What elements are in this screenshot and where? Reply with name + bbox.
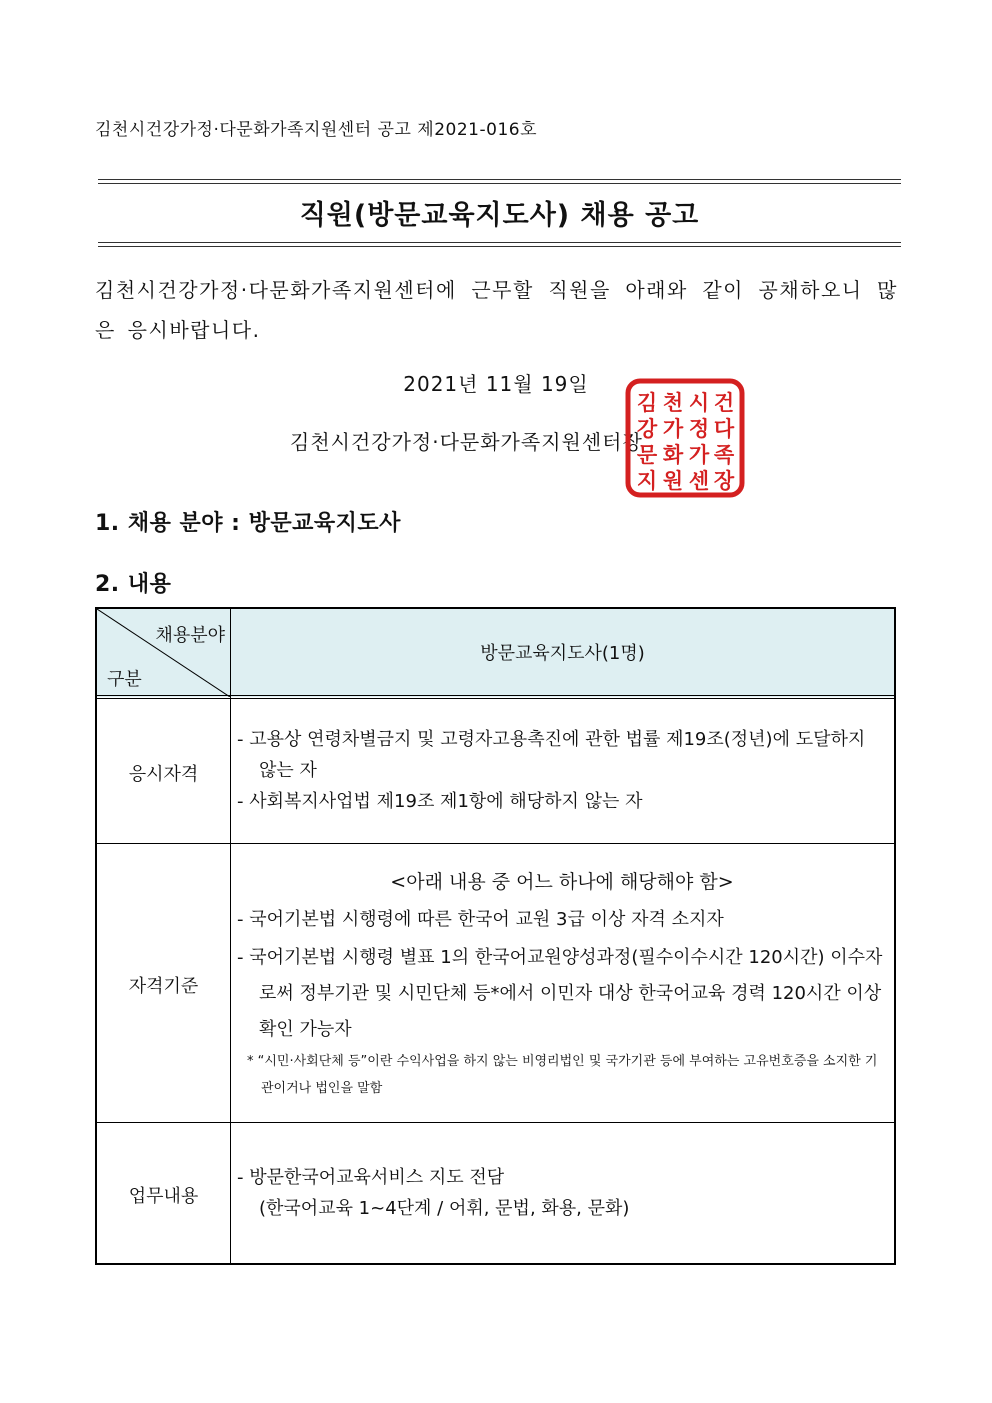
recruitment-table [95,607,896,1265]
notice-number: 김천시건강가정·다문화가족지원센터 공고 제2021-016호 [95,120,537,140]
svg-text:가: 가 [688,443,710,467]
qualification-subtitle: <아래 내용 중 어느 하나에 해당해야 함> [390,871,734,893]
title-rule-top-1 [98,179,901,180]
svg-text:김: 김 [636,391,658,415]
notice-date: 2021년 11월 19일 [403,372,589,396]
svg-text:시: 시 [688,391,710,415]
column-divider [230,609,231,1263]
svg-text:문: 문 [636,443,658,467]
row-content-eligibility [237,724,887,817]
footnote: * “시민·사회단체 등”이란 수익사업을 하지 않는 비영리법인 및 국가기관 등에 부여하는 고유번호증을 소지한 기관이거나 법인을 말함 [247,1054,878,1096]
row-label-qualification: 자격기준 [128,976,199,997]
list-item: - 고용상 연령차별금지 및 고령자고용촉진에 관한 법률 제19조(정년)에 도달하지 않는 자 [237,729,866,781]
svg-text:장: 장 [713,469,735,493]
svg-text:센: 센 [688,469,710,493]
svg-text:화: 화 [662,443,684,467]
list-item: (한국어교육 1~4단계 / 어휘, 문법, 화용, 문화) [259,1198,630,1219]
row-label-duties: 업무내용 [128,1186,199,1207]
row-content-qualification [237,867,887,1102]
page-title: 직원(방문교육지도사) 채용 공고 [299,200,700,231]
list-item: - 국어기본법 시행령 별표 1의 한국어교원양성과정(필수이수시간 120시간) 이수자로써 정부기관 및 시민단체 등*에서 이민자 대상 한국어교육 경력 120시간 이상 확인 가능자 [237,947,883,1040]
title-rule-bottom-1 [98,242,901,243]
svg-text:가: 가 [662,417,684,441]
section-2-heading: 2. 내용 [95,572,172,597]
svg-text:정: 정 [688,417,710,441]
svg-text:건: 건 [713,391,735,415]
corner-bottom-label: 구분 [107,669,142,690]
svg-text:족: 족 [713,443,735,467]
row-label-eligibility: 응시자격 [128,764,199,785]
svg-text:강: 강 [636,417,658,441]
title-rule-bottom-2 [98,246,901,247]
intro-paragraph: 김천시건강가정·다문화가족지원센터에 근무할 직원을 아래와 같이 공채하오니 많은 응시바랍니다. [95,278,898,342]
list-item: - 국어기본법 시행령에 따른 한국어 교원 3급 이상 자격 소지자 [237,909,724,930]
header-rule-2 [97,698,894,699]
header-rule-1 [97,695,894,696]
list-item: - 방문한국어교육서비스 지도 전담 [237,1167,505,1188]
svg-text:다: 다 [713,417,735,441]
header-position: 방문교육지도사(1명) [480,643,645,664]
list-item: - 사회복지사업법 제19조 제1항에 해당하지 않는 자 [237,791,643,812]
row-content-duties [237,1162,887,1224]
svg-text:원: 원 [662,469,684,493]
title-rule-top-2 [98,183,901,184]
official-seal [625,378,745,498]
row-divider-1 [97,843,894,844]
row-divider-2 [97,1122,894,1123]
issuer-name: 김천시건강가정·다문화가족지원센터장 [290,430,643,454]
svg-text:지: 지 [636,469,658,493]
svg-text:천: 천 [662,391,684,415]
section-1-heading: 1. 채용 분야 : 방문교육지도사 [95,511,401,536]
corner-top-label: 채용분야 [155,625,225,646]
